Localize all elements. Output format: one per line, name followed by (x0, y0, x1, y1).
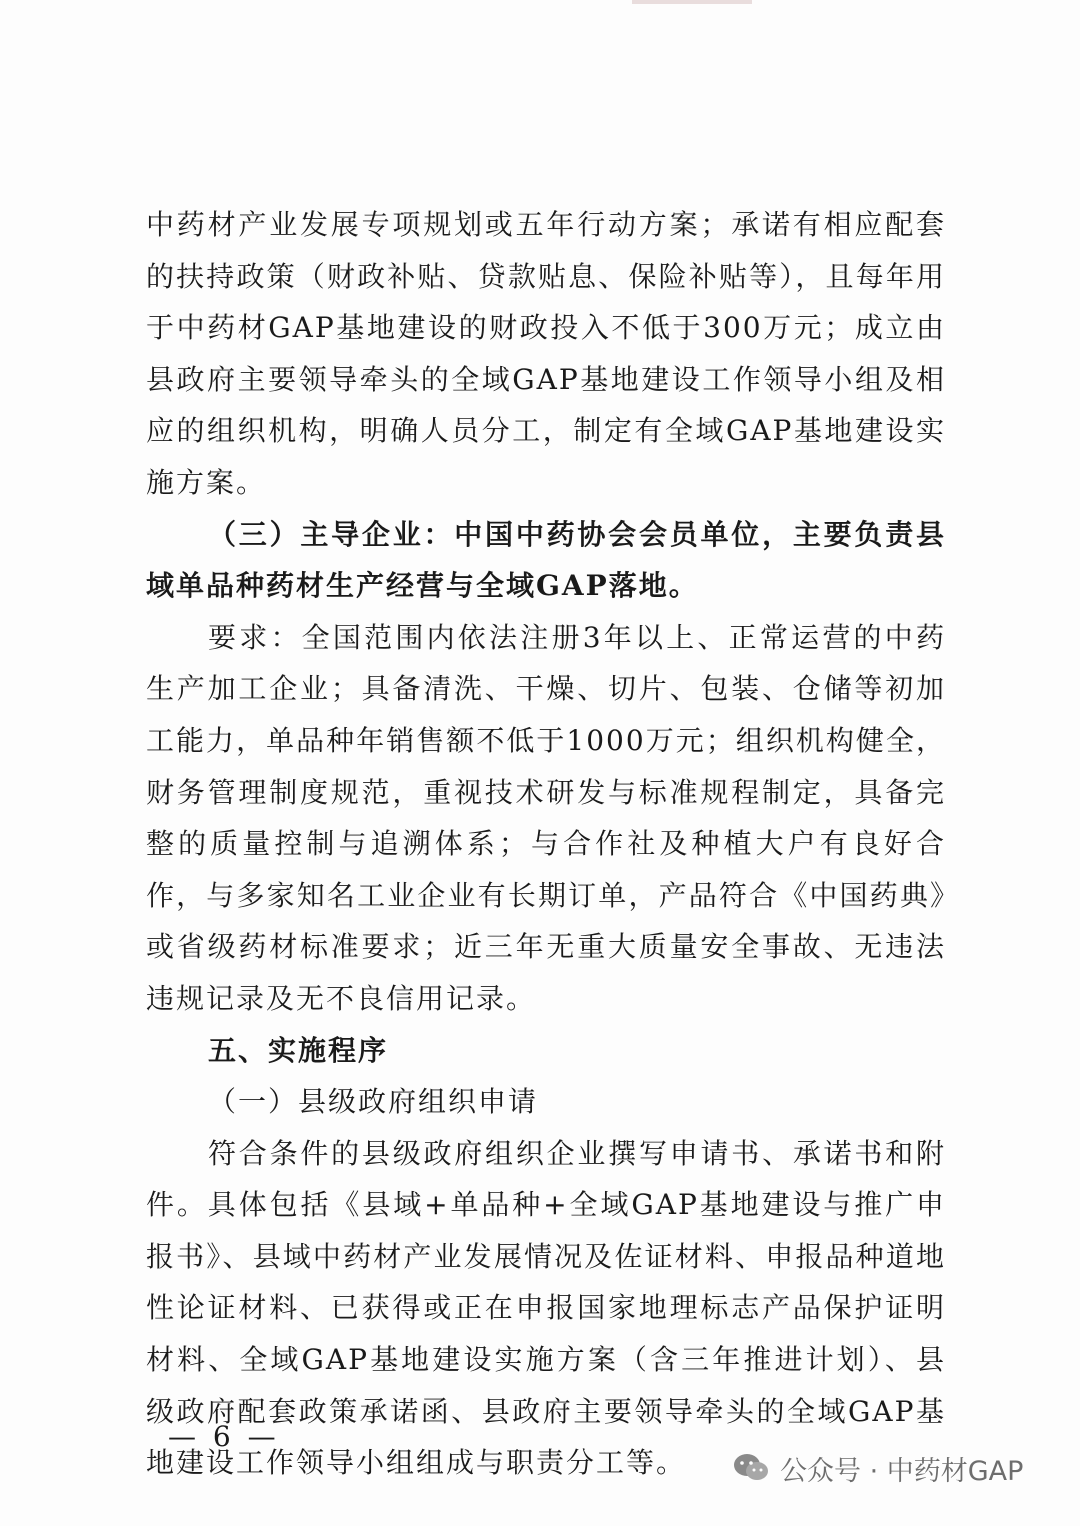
document-body (146, 199, 946, 1489)
paragraph-county-requirements: 中药材产业发展专项规划或五年行动方案；承诺有相应配套的扶持政策（财政补贴、贷款贴息、保险补贴等），且每年用于中药材GAP基地建设的财政投入不低于300万元；成立由县政府主要领导牵头的全域GAP基地建设工作领导小组及相应的组织机构，明确人员分工，制定有全域GAP基地建设实施方案。 (146, 208, 946, 499)
paragraph-lead-enterprise: （三）主导企业：中国中药协会会员单位，主要负责县域单品种药材生产经营与全域GAP落地。 (146, 517, 946, 603)
section-heading-procedure: 五、实施程序 (208, 1033, 389, 1067)
scan-edge-mark (632, 0, 752, 4)
paragraph-enterprise-requirements: 要求：全国范围内依法注册3年以上、正常运营的中药生产加工企业；具备清洗、干燥、切片、包装、仓储等初加工能力，单品种年销售额不低于1000万元；组织机构健全，财务管理制度规范，重视技术研发与标准规程制定，具备完整的质量控制与追溯体系；与合作社及种植大户有良好合作，与多家知名工业企业有长期订单，产品符合《中国药典》或省级药材标准要求；近三年无重大质量安全事故、无违法违规记录及无不良信用记录。 (146, 620, 946, 1015)
watermark-text: 公众号 · 中药材GAP (780, 1455, 1024, 1487)
page-number: — 6 — (168, 1420, 280, 1453)
paragraph-application-materials: 符合条件的县级政府组织企业撰写申请书、承诺书和附件。具体包括《县域+单品种+全域GAP基地建设与推广申报书》、县域中药材产业发展情况及佐证材料、申报品种道地性论证材料、已获得或正在申报国家地理标志产品保护证明材料、全域GAP基地建设实施方案（含三年推进计划）、县级政府配套政策承诺函、县政府主要领导牵头的全域GAP基地建设工作领导小组组成与职责分工等。 (146, 1136, 946, 1480)
wechat-watermark (732, 1448, 1023, 1488)
subheading-county-application: （一）县级政府组织申请 (208, 1085, 539, 1119)
wechat-icon (732, 1452, 770, 1484)
